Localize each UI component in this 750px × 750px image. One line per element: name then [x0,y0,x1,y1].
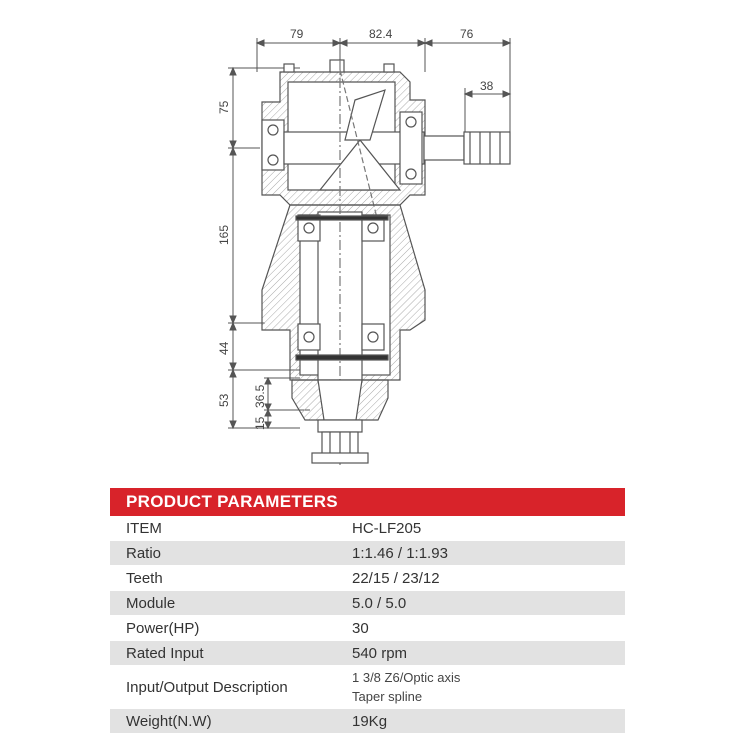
table-row [110,516,625,541]
product-parameters-title: PRODUCT PARAMETERS [110,488,625,516]
dim-left-75: 75 [217,100,231,114]
row-value: 22/15 / 23/12 [352,569,440,587]
table-row [110,709,625,734]
row-value-line2: Taper spline [352,689,423,704]
table-row [110,641,625,666]
row-value-line1: 1 3/8 Z6/Optic axis [352,670,461,685]
table-row [110,541,625,566]
dim-top-right: 76 [460,27,474,41]
row-label: Input/Output Description [126,678,288,696]
row-value: 19Kg [352,712,388,730]
row-label: Power(HP) [126,619,200,637]
row-value [352,668,625,706]
row-value: 5.0 / 5.0 [352,594,407,612]
row-label: Teeth [126,569,163,587]
dim-left-165: 165 [217,224,231,245]
row-label: ITEM [126,519,162,537]
row-value: 30 [352,619,369,637]
gearbox-housing [262,60,510,465]
dim-shaft: 38 [480,79,494,93]
table-row [110,616,625,641]
product-parameters-table [110,488,625,734]
dim-left-44: 44 [217,341,231,355]
table-row [110,591,625,616]
dim-left-53: 53 [217,393,231,407]
row-value: 540 rpm [352,644,408,662]
dim-left-15: 15 [253,416,267,430]
row-value: 1:1.46 / 1:1.93 [352,544,448,562]
table-row [110,666,625,709]
row-value: HC-LF205 [352,519,422,537]
row-label: Rated Input [126,644,204,662]
dim-top-mid: 82.4 [369,27,393,41]
dim-top-left: 79 [290,27,304,41]
row-label: Module [126,594,176,612]
dim-left-36-5: 36.5 [253,384,267,408]
row-label: Ratio [126,544,162,562]
row-label: Weight(N.W) [126,712,212,730]
shaft-dimension-line [465,88,510,132]
table-row [110,566,625,591]
